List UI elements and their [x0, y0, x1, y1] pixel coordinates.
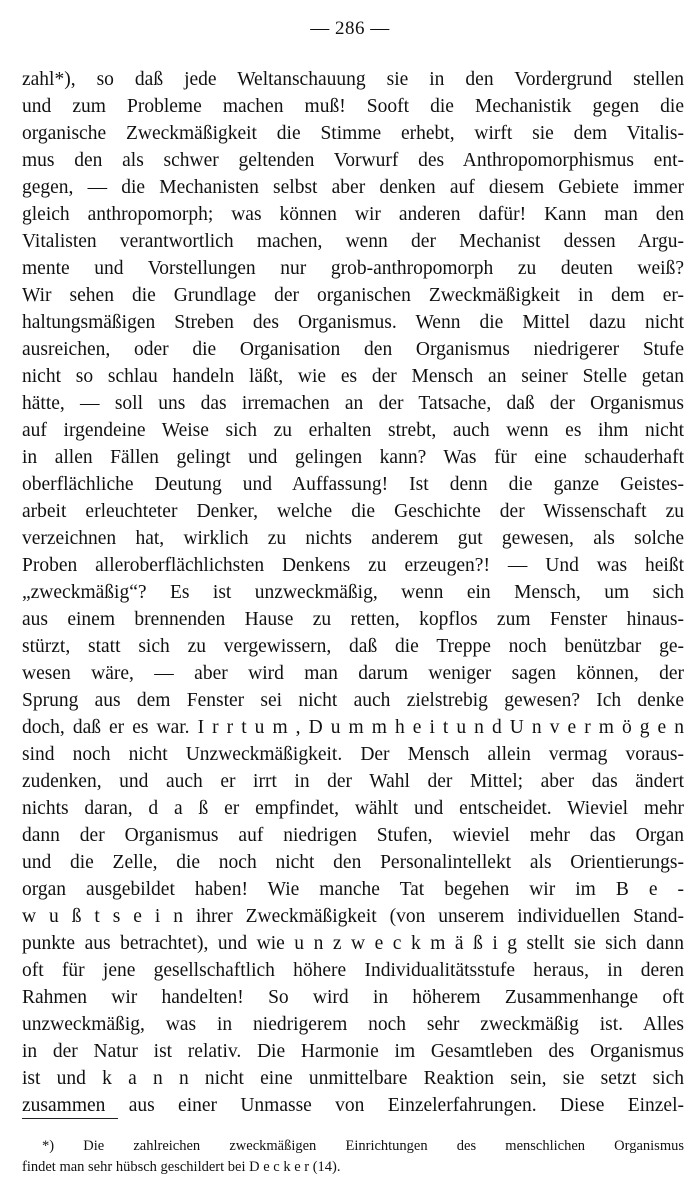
- text-line: mente und Vorstellungen nur grob-anthropomorph zu deuten weiß?: [22, 258, 684, 279]
- text-line: organ ausgebildet haben! Wie manche Tat begehen wir im B e -: [22, 879, 684, 900]
- text-line: in der Natur ist relativ. Die Harmonie im Gesamtleben des Organismus: [22, 1041, 684, 1062]
- text-line: in allen Fällen gelingt und gelingen kann? Was für eine schauderhaft: [22, 447, 684, 468]
- text-line: nicht so schlau handeln läßt, wie es der Mensch an seiner Stelle getan: [22, 366, 684, 387]
- text-line: zahl*), so daß jede Weltanschauung sie in den Vordergrund stellen: [22, 69, 684, 90]
- text-line: gegen, — die Mechanisten selbst aber denken auf diesem Gebiete immer: [22, 177, 684, 198]
- text-line: w u ß t s e i n ihrer Zweckmäßigkeit (von unserem individuellen Stand-: [22, 906, 684, 927]
- text-line: punkte aus betrachtet), und wie u n z w e c k m ä ß i g stellt sie sich dann: [22, 933, 684, 954]
- text-line: Sprung aus dem Fenster sei nicht auch zielstrebig gewesen? Ich denke: [22, 690, 684, 711]
- body-text: [22, 66, 684, 1119]
- text-line: zusammen aus einer Unmasse von Einzelerfahrungen. Diese Einzel-: [22, 1095, 684, 1116]
- text-line: aus einem brennenden Hause zu retten, kopflos zum Fenster hinaus-: [22, 609, 684, 630]
- text-line: zudenken, und auch er irrt in der Wahl der Mittel; aber das ändert: [22, 771, 684, 792]
- text-line: und zum Probleme machen muß! Sooft die Mechanistik gegen die: [22, 96, 684, 117]
- text-line: doch, daß er es war. I r r t u m , D u m m h e i t u n d U n v e r m ö g e n: [22, 717, 684, 738]
- text-line: arbeit erleuchteter Denker, welche die Geschichte der Wissenschaft zu: [22, 501, 684, 522]
- text-line: nichts daran, d a ß er empfindet, wählt und entscheidet. Wieviel mehr: [22, 798, 684, 819]
- footnote-line: *) Die zahlreichen zweckmäßigen Einrichtungen des menschlichen Organismus: [42, 1138, 684, 1154]
- footnote-line: findet man sehr hübsch geschildert bei D e c k e r (14).: [22, 1159, 341, 1175]
- text-line: stürzt, statt sich zu vergewissern, daß die Treppe noch benützbar ge-: [22, 636, 684, 657]
- text-line: sind noch nicht Unzweckmäßigkeit. Der Mensch allein vermag voraus-: [22, 744, 684, 765]
- text-line: organische Zweckmäßigkeit die Stimme erhebt, wirft sie dem Vitalis-: [22, 123, 684, 144]
- text-line: Vitalisten verantwortlich machen, wenn der Mechanist dessen Argu-: [22, 231, 684, 252]
- footnote: [22, 1136, 684, 1178]
- text-line: verzeichnen hat, wirklich zu nichts anderem gut gewesen, als solche: [22, 528, 684, 549]
- text-line: wesen wäre, — aber wird man darum weniger sagen können, der: [22, 663, 684, 684]
- text-line: mus den als schwer geltenden Vorwurf des Anthropomorphismus ent-: [22, 150, 684, 171]
- footnote-divider: [22, 1118, 118, 1119]
- text-line: dann der Organismus auf niedrigen Stufen, wieviel mehr das Organ: [22, 825, 684, 846]
- page-number-header: — 286 —: [310, 18, 390, 39]
- text-line: ist und k a n n nicht eine unmittelbare Reaktion sein, sie setzt sich: [22, 1068, 684, 1089]
- text-line: oft für jene gesellschaftlich höhere Individualitätsstufe heraus, in deren: [22, 960, 684, 981]
- text-line: gleich anthropomorph; was können wir anderen dafür! Kann man den: [22, 204, 684, 225]
- text-line: oberflächliche Deutung und Auffassung! Ist denn die ganze Geistes-: [22, 474, 684, 495]
- text-line: Wir sehen die Grundlage der organischen Zweckmäßigkeit in dem er-: [22, 285, 684, 306]
- text-line: auf irgendeine Weise sich zu erhalten strebt, auch wenn es ihm nicht: [22, 420, 684, 441]
- text-line: Rahmen wir handelten! So wird in höherem Zusammenhange oft: [22, 987, 684, 1008]
- text-line: Proben alleroberflächlichsten Denkens zu erzeugen?! — Und was heißt: [22, 555, 684, 576]
- text-line: „zweckmäßig“? Es ist unzweckmäßig, wenn ein Mensch, um sich: [22, 582, 684, 603]
- text-line: ausreichen, oder die Organisation den Organismus niedrigerer Stufe: [22, 339, 684, 360]
- text-line: und die Zelle, die noch nicht den Personalintellekt als Orientierungs-: [22, 852, 684, 873]
- text-line: hätte, — soll uns das irremachen an der Tatsache, daß der Organismus: [22, 393, 684, 414]
- text-line: unzweckmäßig, was in niedrigerem noch sehr zweckmäßig ist. Alles: [22, 1014, 684, 1035]
- text-line: haltungsmäßigen Streben des Organismus. Wenn die Mittel dazu nicht: [22, 312, 684, 333]
